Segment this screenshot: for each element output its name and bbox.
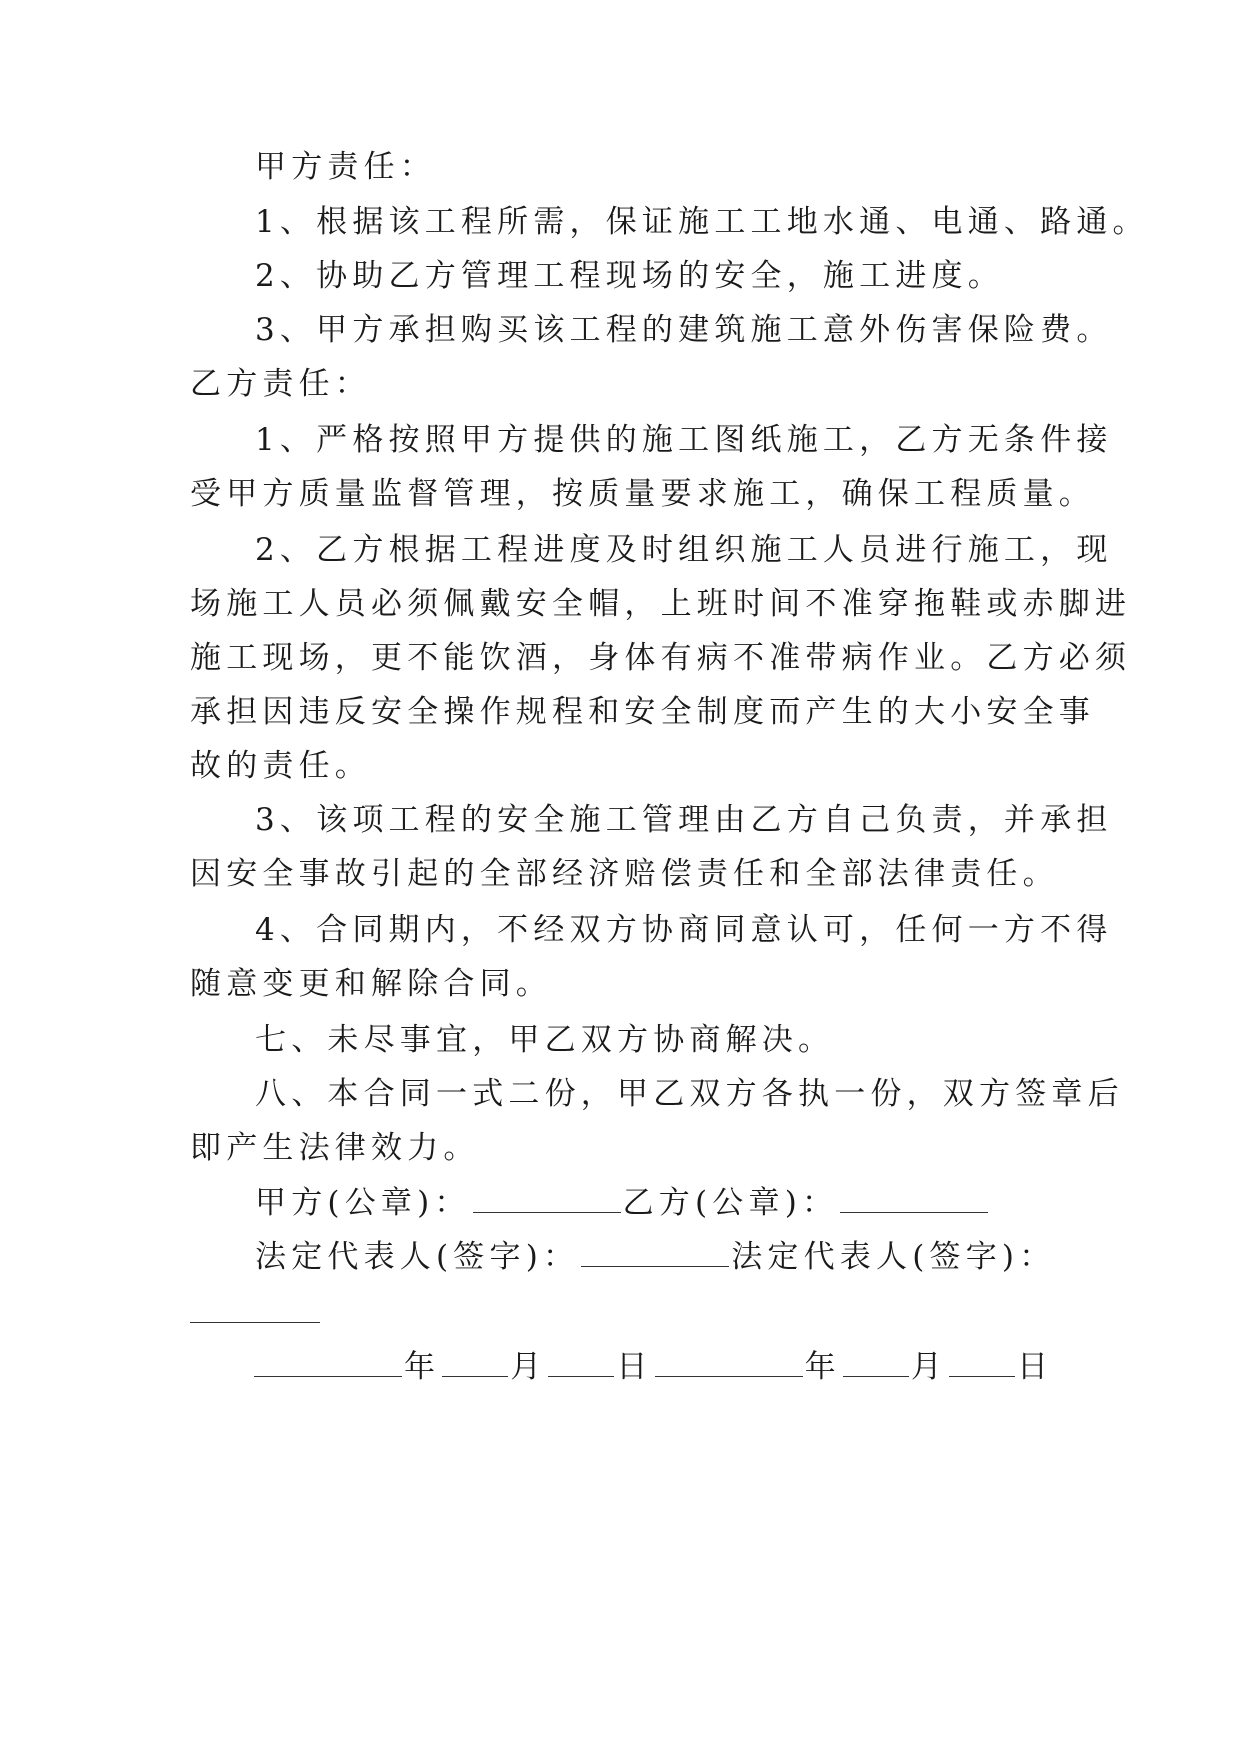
party-b-item-2-line-1: 2、乙方根据工程进度及时组织施工人员进行施工，现 xyxy=(255,532,1113,568)
party-a-year-label: 年 xyxy=(404,1349,441,1385)
party-b-duties-title: 乙方责任： xyxy=(190,366,371,402)
party-b-item-1-line-2: 受甲方质量监督管理，按质量要求施工，确保工程质量。 xyxy=(190,476,1095,512)
seal-line xyxy=(255,1182,990,1223)
party-a-year-blank[interactable] xyxy=(254,1346,402,1377)
party-a-day-label: 日 xyxy=(616,1349,653,1385)
party-b-seal-blank[interactable] xyxy=(840,1182,988,1213)
party-b-month-label: 月 xyxy=(910,1349,948,1385)
party-b-day-label: 日 xyxy=(1017,1349,1054,1385)
party-a-item-1: 1、根据该工程所需，保证施工工地水通、电通、路通。 xyxy=(255,204,1149,240)
party-b-item-3-line-2: 因安全事故引起的全部经济赔偿责任和全部法律责任。 xyxy=(190,856,1059,892)
party-a-month-blank[interactable] xyxy=(442,1346,508,1377)
legal-rep-a-label: 法定代表人(签字)： xyxy=(255,1239,580,1275)
legal-rep-line xyxy=(255,1236,1055,1277)
party-b-item-2-line-3: 施工现场，更不能饮酒，身体有病不准带病作业。乙方必须 xyxy=(190,640,1132,676)
party-a-seal-blank[interactable] xyxy=(473,1182,621,1213)
party-b-seal-label: 乙方(公章)： xyxy=(622,1185,839,1221)
party-b-year-blank[interactable] xyxy=(655,1346,803,1377)
clause-7: 七、未尽事宜，甲乙双方协商解决。 xyxy=(255,1022,835,1058)
party-a-day-blank[interactable] xyxy=(548,1346,614,1377)
legal-rep-b-blank[interactable] xyxy=(190,1292,320,1323)
legal-rep-a-blank[interactable] xyxy=(581,1236,729,1267)
party-a-item-3: 3、甲方承担购买该工程的建筑施工意外伤害保险费。 xyxy=(255,312,1113,348)
party-b-day-blank[interactable] xyxy=(949,1346,1015,1377)
party-b-item-2-line-4: 承担因违反安全操作规程和安全制度而产生的大小安全事 xyxy=(190,694,1095,730)
party-b-item-1-line-1: 1、严格按照甲方提供的施工图纸施工，乙方无条件接 xyxy=(255,422,1113,458)
party-b-item-3-line-1: 3、该项工程的安全施工管理由乙方自己负责，并承担 xyxy=(255,802,1113,838)
party-b-item-2-line-5: 故的责任。 xyxy=(190,748,371,784)
party-a-duties-title: 甲方责任： xyxy=(255,149,436,185)
legal-rep-b-label: 法定代表人(签字)： xyxy=(731,1239,1056,1275)
party-a-month-label: 月 xyxy=(510,1349,547,1385)
legal-rep-b-line xyxy=(190,1292,322,1333)
party-a-item-2: 2、协助乙方管理工程现场的安全，施工进度。 xyxy=(255,258,1004,294)
clause-8-line-2: 即产生法律效力。 xyxy=(190,1130,480,1166)
date-line xyxy=(252,1346,1053,1387)
clause-8-line-1: 八、本合同一式二份，甲乙双方各执一份，双方签章后 xyxy=(255,1076,1124,1112)
party-b-month-blank[interactable] xyxy=(843,1346,909,1377)
party-b-item-4-line-2: 随意变更和解除合同。 xyxy=(190,966,552,1002)
party-b-item-2-line-2: 场施工人员必须佩戴安全帽，上班时间不准穿拖鞋或赤脚进 xyxy=(190,586,1132,622)
party-b-year-label: 年 xyxy=(804,1349,841,1385)
party-a-seal-label: 甲方(公章)： xyxy=(255,1185,471,1221)
party-b-item-4-line-1: 4、合同期内，不经双方协商同意认可，任何一方不得 xyxy=(255,912,1113,948)
